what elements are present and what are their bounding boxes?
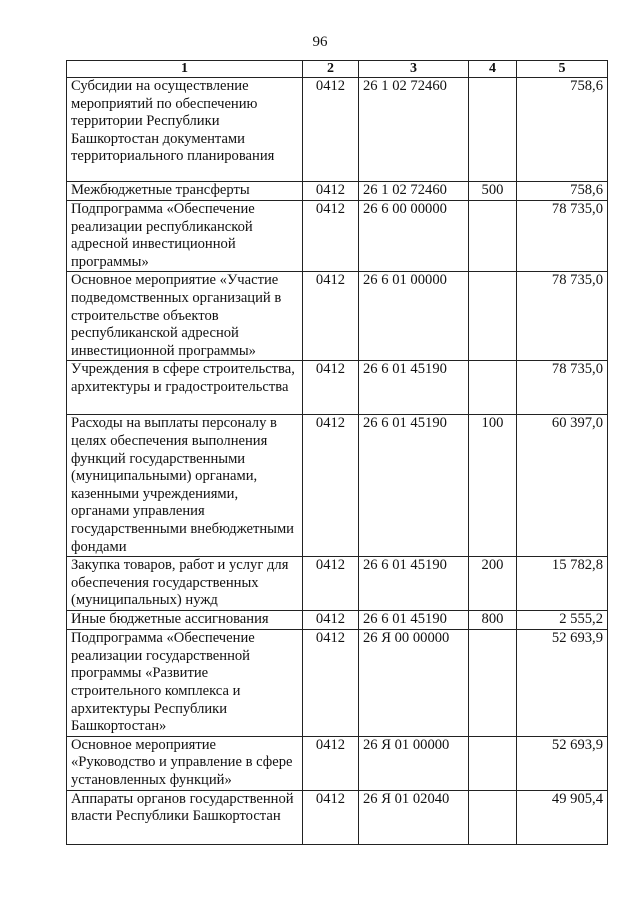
row-name: Субсидии на осуществление мероприятий по обеспечению территории Республики Башкортостан документами территориального планирования (67, 78, 303, 182)
table-row (67, 611, 608, 630)
row-kind (469, 78, 517, 182)
row-section: 0412 (303, 361, 359, 415)
row-kind (469, 272, 517, 361)
row-section: 0412 (303, 182, 359, 201)
row-section: 0412 (303, 736, 359, 790)
row-code: 26 1 02 72460 (359, 78, 469, 182)
table-row (67, 790, 608, 844)
row-code: 26 6 01 45190 (359, 361, 469, 415)
row-code: 26 Я 01 02040 (359, 790, 469, 844)
row-amount: 52 693,9 (517, 630, 608, 737)
row-section: 0412 (303, 78, 359, 182)
table-row (67, 182, 608, 201)
row-name: Иные бюджетные ассигнования (67, 611, 303, 630)
table-row (67, 201, 608, 272)
row-code: 26 6 00 00000 (359, 201, 469, 272)
row-section: 0412 (303, 557, 359, 611)
row-name: Подпрограмма «Обеспечение реализации республиканской адресной инвестиционной программы» (67, 201, 303, 272)
table-header-row (67, 61, 608, 78)
header-col-3: 3 (359, 61, 469, 78)
row-name: Межбюджетные трансферты (67, 182, 303, 201)
row-name: Учреждения в сфере строительства, архитектуры и градостроительства (67, 361, 303, 415)
header-col-4: 4 (469, 61, 517, 78)
budget-table (66, 60, 608, 845)
row-section: 0412 (303, 272, 359, 361)
row-amount: 78 735,0 (517, 361, 608, 415)
row-section: 0412 (303, 201, 359, 272)
row-amount: 758,6 (517, 182, 608, 201)
row-name: Подпрограмма «Обеспечение реализации государственной программы «Развитие строительного комплекса и архитектуры Республики Башкортостан» (67, 630, 303, 737)
row-amount: 2 555,2 (517, 611, 608, 630)
row-code: 26 Я 00 00000 (359, 630, 469, 737)
row-name: Основное мероприятие «Руководство и управление в сфере установленных функций» (67, 736, 303, 790)
row-amount: 60 397,0 (517, 415, 608, 557)
row-kind (469, 630, 517, 737)
row-section: 0412 (303, 611, 359, 630)
row-code: 26 6 01 45190 (359, 557, 469, 611)
row-code: 26 6 01 00000 (359, 272, 469, 361)
row-name: Основное мероприятие «Участие подведомственных организаций в строительстве объектов республиканской адресной инвестиционной программы» (67, 272, 303, 361)
row-name: Закупка товаров, работ и услуг для обеспечения государственных (муниципальных) нужд (67, 557, 303, 611)
header-col-2: 2 (303, 61, 359, 78)
row-code: 26 6 01 45190 (359, 611, 469, 630)
row-kind (469, 361, 517, 415)
table-row (67, 272, 608, 361)
row-code: 26 1 02 72460 (359, 182, 469, 201)
row-amount: 78 735,0 (517, 272, 608, 361)
row-kind: 100 (469, 415, 517, 557)
row-amount: 52 693,9 (517, 736, 608, 790)
row-kind (469, 790, 517, 844)
row-name: Аппараты органов государственной власти Республики Башкортостан (67, 790, 303, 844)
row-section: 0412 (303, 630, 359, 737)
row-section: 0412 (303, 415, 359, 557)
row-kind: 800 (469, 611, 517, 630)
row-amount: 15 782,8 (517, 557, 608, 611)
table-row (67, 557, 608, 611)
row-amount: 758,6 (517, 78, 608, 182)
row-kind (469, 201, 517, 272)
table-row (67, 78, 608, 182)
row-amount: 49 905,4 (517, 790, 608, 844)
table-row (67, 630, 608, 737)
row-code: 26 6 01 45190 (359, 415, 469, 557)
table-row (67, 736, 608, 790)
table-row (67, 415, 608, 557)
row-kind: 200 (469, 557, 517, 611)
page-number: 96 (312, 34, 328, 50)
table-row (67, 361, 608, 415)
row-kind: 500 (469, 182, 517, 201)
row-name: Расходы на выплаты персоналу в целях обеспечения выполнения функций государственными (муниципальными) органами, казенными учреждениями, органами управления государственными внебюджетными фондами (67, 415, 303, 557)
header-col-1: 1 (67, 61, 303, 78)
row-amount: 78 735,0 (517, 201, 608, 272)
header-col-5: 5 (517, 61, 608, 78)
row-code: 26 Я 01 00000 (359, 736, 469, 790)
row-kind (469, 736, 517, 790)
row-section: 0412 (303, 790, 359, 844)
